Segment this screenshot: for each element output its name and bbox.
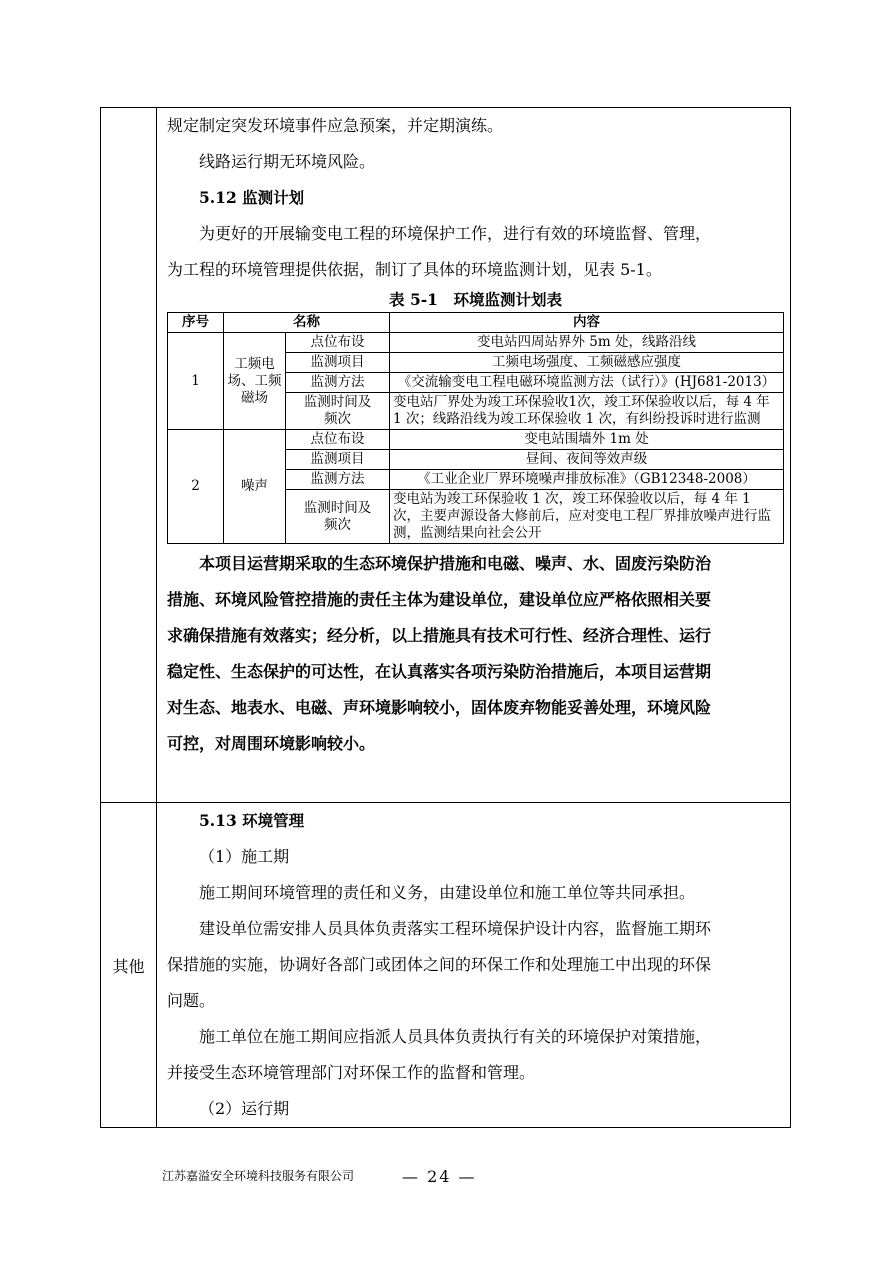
subheading-operation: （2）运行期 [199,1099,290,1118]
section-environment-management [157,803,791,1128]
conclusion-line: 本项目运营期采取的生态环境保护措施和电磁、噪声、水、固废污染防治 [199,554,712,573]
content-cell: 变电站厂界处为竣工环保验收1次，竣工环保验收以后，每 4 年 1 次；线路沿线为竣工环保验收 1 次，有纠纷投诉时进行监测 [390,393,784,430]
content-cell: 变电站围墙外 1m 处 [390,430,784,450]
monitoring-table [167,312,784,544]
content-cell: 《工业企业厂界环境噪声排放标准》（GB12348-2008） [390,470,784,490]
header-name: 名称 [224,313,390,333]
side-cell-empty [101,108,157,803]
conclusion-line: 可控，对周围环境影响较小。 [167,734,376,753]
item-cell: 监测方法 [286,470,390,490]
section-monitoring [157,108,791,803]
paragraph-line: 并接受生态环境管理部门对环保工作的监督和管理。 [167,1063,536,1082]
paragraph-line: 建设单位需安排人员具体负责落实工程环境保护设计内容，监督施工期环 [199,919,712,938]
content-cell: 工频电场强度、工频磁感应强度 [390,353,784,373]
conclusion-line: 稳定性、生态保护的可达性，在认真落实各项污染防治措施后，本项目运营期 [167,662,712,681]
item-cell: 点位布设 [286,430,390,450]
footer-company: 江苏嘉溢安全环境科技服务有限公司 [162,1169,355,1183]
content-cell: 变电站四周站界外 5m 处，线路沿线 [390,333,784,353]
report-table [100,107,791,1128]
header-content: 内容 [390,313,784,333]
table-header-row [168,313,784,333]
content-cell: 昼间、夜间等效声级 [390,450,784,470]
item-cell: 点位布设 [286,333,390,353]
text-line: 规定制定突发环境事件应急预案，并定期演练。 [167,116,504,135]
group-no: 1 [168,333,224,430]
item-cell: 监测时间及频次 [286,490,390,544]
heading-monitoring-plan: 5.12 监测计划 [199,188,305,207]
group-name: 噪声 [224,430,286,544]
subheading-construction: （1）施工期 [199,847,290,866]
paragraph-line: 问题。 [167,991,216,1010]
paragraph-line: 施工单位在施工期间应指派人员具体负责执行有关的环境保护对策措施， [199,1027,712,1046]
paragraph-line: 保措施的实施，协调好各部门或团体之间的环保工作和处理施工中出现的环保 [167,955,712,974]
table-row [168,333,784,353]
conclusion-line: 对生态、地表水、电磁、声环境影响较小，固体废弃物能妥善处理，环境风险 [167,698,712,717]
item-cell: 监测项目 [286,450,390,470]
paragraph: 施工期间环境管理的责任和义务，由建设单位和施工单位等共同承担。 [199,883,696,902]
table-caption: 表 5-1 环境监测计划表 [389,290,562,309]
group-no: 2 [168,430,224,544]
item-cell: 监测时间及频次 [286,393,390,430]
page-number: — 24 — [402,1167,477,1186]
header-no: 序号 [168,313,224,333]
intro-line: 为工程的环境管理提供依据，制订了具体的环境监测计划，见表 5-1。 [167,260,662,279]
content-cell: 变电站为竣工环保验收 1 次，竣工环保验收以后，每 4 年 1 次，主要声源设备大修前后，应对变电工程厂界排放噪声进行监测，监测结果向社会公开 [390,490,784,544]
group-name: 工频电场、工频磁场 [224,333,286,430]
text-line: 线路运行期无环境风险。 [199,152,376,171]
side-label-other: 其他 [101,803,157,1128]
intro-line: 为更好的开展输变电工程的环境保护工作，进行有效的环境监督、管理， [199,224,712,243]
content-cell: 《交流输变电工程电磁环境监测方法（试行）》(HJ681-2013） [390,373,784,393]
item-cell: 监测方法 [286,373,390,393]
conclusion-line: 求确保措施有效落实；经分析，以上措施具有技术可行性、经济合理性、运行 [167,626,712,645]
item-cell: 监测项目 [286,353,390,373]
table-row [168,430,784,450]
conclusion-line: 措施、环境风险管控措施的责任主体为建设单位，建设单位应严格依照相关要 [167,590,712,609]
heading-env-management: 5.13 环境管理 [199,811,305,830]
